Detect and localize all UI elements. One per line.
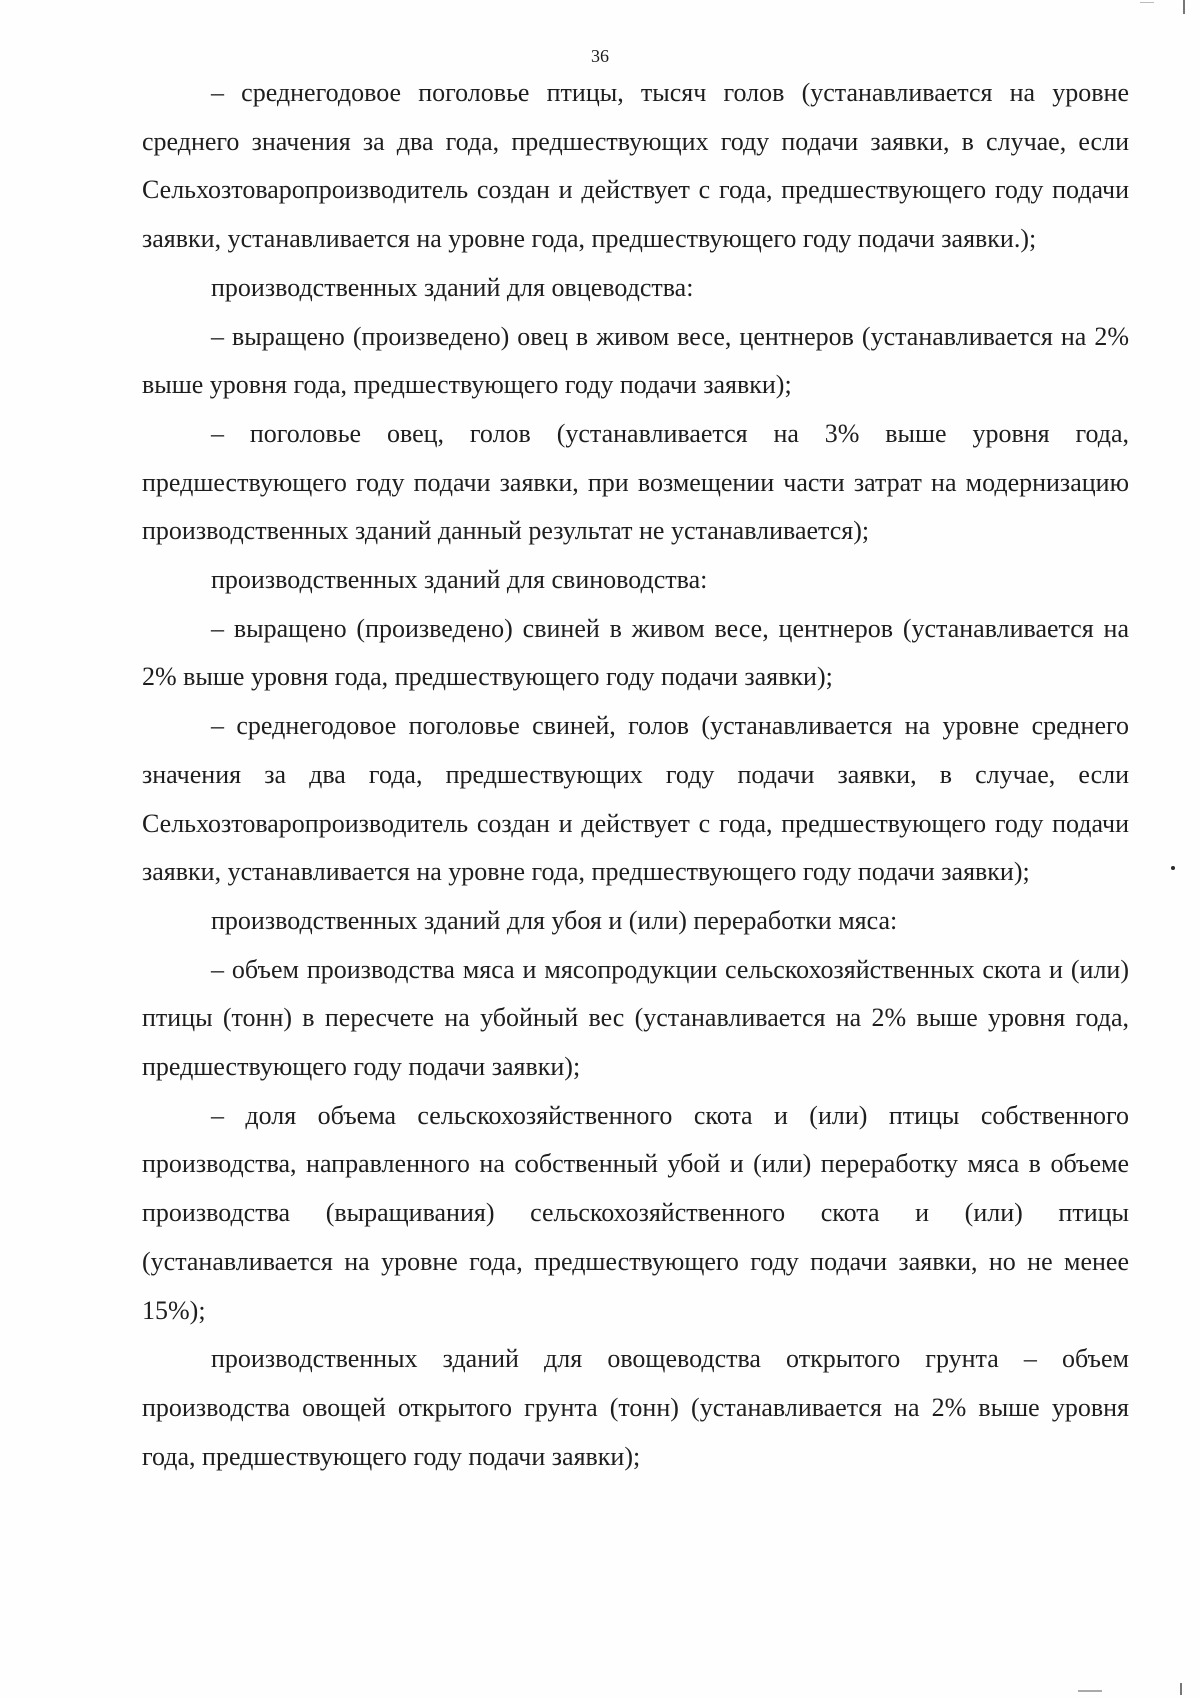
scan-mark-top-right-small [1140, 2, 1154, 3]
paragraph-sheep-heading: производственных зданий для овцеводства: [211, 272, 694, 302]
scan-mark-bottom-right [1180, 1683, 1182, 1695]
paragraph-sheep-headcount: – поголовье овец, голов (устанавливается на 3% выше уровня года, предшествующего году подачи заявки, при возмещении части затрат на модернизацию производственных зданий данный результат не устанавливается); [142, 418, 1129, 546]
paragraph-slaughter-heading: производственных зданий для убоя и (или) переработки мяса: [211, 905, 898, 935]
paragraph-sheep-weight: – выращено (произведено) овец в живом весе, центнеров (устанавливается на 2% выше уровня года, предшествующего году подачи заявки); [142, 321, 1129, 400]
paragraph-meat-volume: – объем производства мяса и мясопродукции сельскохозяйственных скота и (или) птицы (тонн) в пересчете на убойный вес (устанавливается на 2% выше уровня года, предшествующего году подачи заявки); [142, 954, 1129, 1082]
paragraph-pig-headcount: – среднегодовое поголовье свиней, голов (устанавливается на уровне среднего значения за два года, предшествующих году подачи заявки, в случае, если Сельхозтоваропроизводитель создан и действует с года, предшествующего году подачи заявки, устанавливается на уровне года, предшествующего году подачи заявки); [142, 711, 1129, 887]
scan-dot-right [1171, 866, 1175, 870]
paragraph-livestock-share: – доля объема сельскохозяйственного скота и (или) птицы собственного производства, направленного на собственный убой и (или) переработку мяса в объеме производства (выращивания) сельскохозяйственного скота и (или) птицы (устанавливается на уровне года, предшествующего году подачи заявки, но не менее 15%); [142, 1100, 1129, 1325]
page-number: 36 [591, 46, 609, 66]
scan-mark-top-right [1183, 0, 1185, 14]
paragraph-pig-weight: – выращено (произведено) свиней в живом весе, центнеров (устанавливается на 2% выше уровня года, предшествующего году подачи заявки); [142, 613, 1129, 692]
document-body [142, 69, 1129, 1481]
paragraph-pig-heading: производственных зданий для свиноводства: [211, 565, 708, 595]
scan-mark-bottom-center [1078, 1690, 1102, 1692]
paragraph-vegetables: производственных зданий для овощеводства открытого грунта – объем производства овощей открытого грунта (тонн) (устанавливается на 2% выше уровня года, предшествующего году подачи заявки); [142, 1344, 1129, 1471]
paragraph-poultry-headcount: – среднегодовое поголовье птицы, тысяч голов (устанавливается на уровне среднего значения за два года, предшествующих году подачи заявки, в случае, если Сельхозтоваропроизводитель создан и действует с года, предшествующего году подачи заявки, устанавливается на уровне года, предшествующего году подачи заявки.); [142, 78, 1129, 254]
